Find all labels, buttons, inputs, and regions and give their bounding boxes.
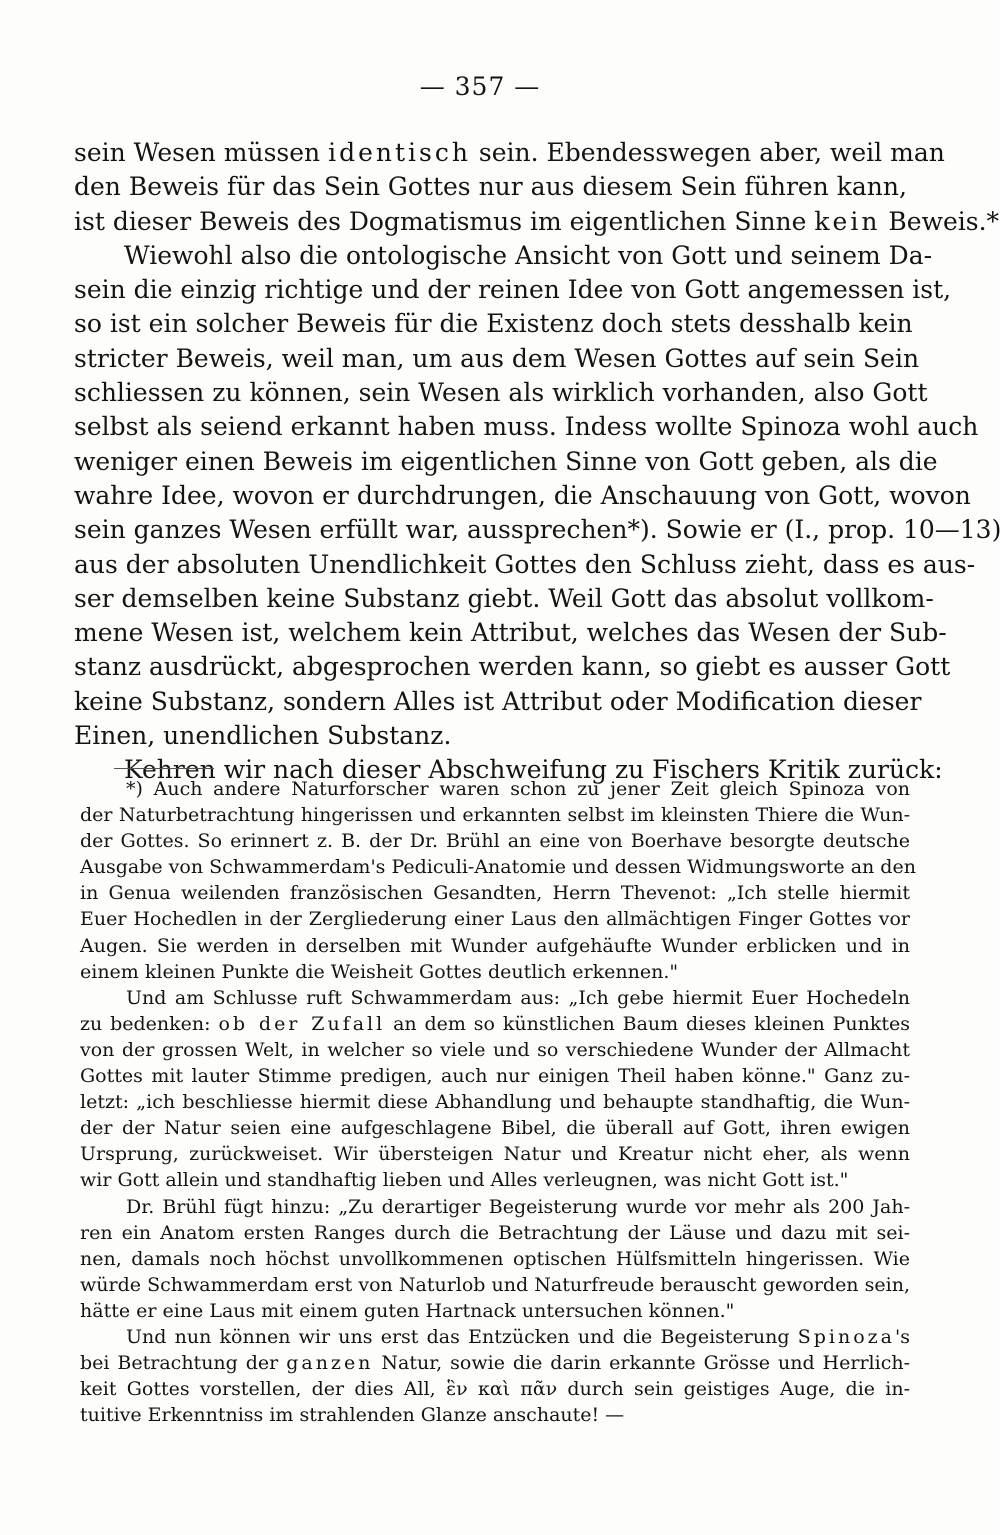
main-text-line: Einen, unendlichen Substanz.: [74, 721, 452, 751]
footnote-line: Augen. Sie werden in derselben mit Wunder aufgehäufte Wunder erblicken und in: [80, 934, 910, 957]
footnote-line: Und nun können wir uns erst das Entzücken und die Begeisterung Spinoza's: [126, 1325, 910, 1348]
main-text-line: stricter Beweis, weil man, um aus dem Wesen Gottes auf sein Sein: [74, 343, 920, 373]
main-text-line: stanz ausdrückt, abgesprochen werden kann, so giebt es ausser Gott: [74, 652, 951, 682]
spaced-word: identisch: [328, 138, 471, 167]
main-text-line: schliessen zu können, sein Wesen als wirklich vorhanden, also Gott: [74, 378, 928, 408]
footnote-line: wir Gott allein und standhaftig lieben und Alles verleugnen, was nicht Gott ist.": [80, 1169, 849, 1192]
main-text-line: wahre Idee, wovon er durchdrungen, die Anschauung von Gott, wovon: [74, 480, 971, 510]
footnote-line: einem kleinen Punkte die Weisheit Gottes deutlich erkennen.": [80, 960, 679, 983]
footnote-line: Ausgabe von Schwammerdam's Pediculi-Anatomie und dessen Widmungsworte an den: [80, 856, 916, 879]
main-text-line: Kehren wir nach dieser Abschweifung zu Fischers Kritik zurück:: [124, 755, 943, 785]
main-text-line: ist dieser Beweis des Dogmatismus im eigentlichen Sinne kein Beweis.*: [74, 206, 1000, 236]
footnote-line: letzt: „ich beschliesse hiermit diese Abhandlung und behaupte standhaftig, die Wun-: [80, 1091, 910, 1114]
main-text-line: weniger einen Beweis im eigentlichen Sinne von Gott geben, als die: [74, 446, 938, 476]
footnote-line: Und am Schlusse ruft Schwammerdam aus: „Ich gebe hiermit Euer Hochedeln: [126, 986, 910, 1009]
spaced-phrase: ob der Zufall: [218, 1012, 386, 1035]
footnote-line: Gottes mit lauter Stimme predigen, auch nur einigen Theil haben könne." Ganz zu-: [80, 1065, 910, 1088]
footnote-rule: [114, 768, 214, 769]
main-text-line: sein die einzig richtige und der reinen Idee von Gott angemessen ist,: [74, 275, 952, 305]
spaced-word: kein: [814, 206, 881, 236]
main-text-line: den Beweis für das Sein Gottes nur aus diesem Sein führen kann,: [74, 172, 907, 202]
spaced-word: Spinoza: [797, 1325, 896, 1348]
footnote-line: Euer Hochedlen in der Zergliederung einer Laus den allmächtigen Finger Gottes vor: [80, 908, 910, 931]
footnote-line: zu bedenken: ob der Zufall an dem so künstlichen Baum dieses kleinen Punktes: [80, 1012, 911, 1035]
spaced-word: ganzen: [286, 1352, 374, 1375]
footnote-line: der der Natur seien eine aufgeschlagene Bibel, die überall auf Gott, ihren ewigen: [80, 1117, 910, 1140]
footnote: [80, 776, 916, 1428]
main-text-line: keine Substanz, sondern Alles ist Attribut oder Modification dieser: [74, 686, 922, 716]
footnote-line: hätte er eine Laus mit einem guten Hartnack untersuchen können.": [80, 1299, 735, 1322]
page-number: — 357 —: [419, 72, 541, 101]
footnote-line: in Genua weilenden französischen Gesandten, Herrn Thevenot: „Ich stelle hiermit: [80, 882, 910, 905]
footnote-line: würde Schwammerdam erst von Naturlob und Naturfreude berauscht geworden sein,: [80, 1273, 910, 1296]
main-text-line: mene Wesen ist, welchem kein Attribut, welches das Wesen der Sub-: [74, 618, 947, 648]
footnote-line: der Naturbetrachtung hingerissen und erkannten selbst im kleinsten Thiere die Wun-: [80, 804, 910, 827]
main-text-line: so ist ein solcher Beweis für die Existenz doch stets desshalb kein: [74, 309, 913, 339]
main-text-line: ser demselben keine Substanz giebt. Weil Gott das absolut vollkom-: [74, 583, 934, 613]
main-text-line: Wiewohl also die ontologische Ansicht von Gott und seinem Da-: [124, 240, 933, 270]
footnote-line: von der grossen Welt, in welcher so viele und so verschiedene Wunder der Allmacht: [80, 1038, 910, 1061]
footnote-line: ren ein Anatom ersten Ranges durch die Betrachtung der Läuse und dazu mit sei-: [80, 1221, 910, 1244]
footnote-line: keit Gottes vorstellen, der dies All, ἓν καὶ πᾶν durch sein geistiges Auge, die in-: [80, 1378, 910, 1401]
footnote-line: bei Betrachtung der ganzen Natur, sowie die darin erkannte Grösse und Herrlich-: [80, 1352, 910, 1375]
footnote-line: Ursprung, zurückweiset. Wir übersteigen Natur und Kreatur nicht eher, als wenn: [80, 1143, 910, 1166]
footnote-line: nen, damals noch höchst unvollkommenen optischen Hülfsmitteln hingerissen. Wie: [80, 1247, 910, 1270]
main-text-line: aus der absoluten Unendlichkeit Gottes den Schluss zieht, dass es aus-: [74, 549, 976, 579]
footnote-line: Dr. Brühl fügt hinzu: „Zu derartiger Begeisterung wurde vor mehr als 200 Jah-: [126, 1195, 910, 1218]
main-text-line: sein ganzes Wesen erfüllt war, aussprechen*). Sowie er (I., prop. 10—13): [74, 515, 1001, 545]
main-text-line: sein Wesen müssen identisch sein. Ebendesswegen aber, weil man: [74, 138, 945, 167]
footnote-line: *) Auch andere Naturforscher waren schon zu jener Zeit gleich Spinoza von: [126, 778, 910, 800]
main-text-line: selbst als seiend erkannt haben muss. Indess wollte Spinoza wohl auch: [74, 412, 979, 442]
main-text: [74, 136, 1001, 788]
footnote-line: tuitive Erkenntniss im strahlenden Glanze anschaute! —: [80, 1404, 625, 1427]
footnote-line: der Gottes. So erinnert z. B. der Dr. Brühl an eine von Boerhave besorgte deutsche: [80, 830, 910, 853]
